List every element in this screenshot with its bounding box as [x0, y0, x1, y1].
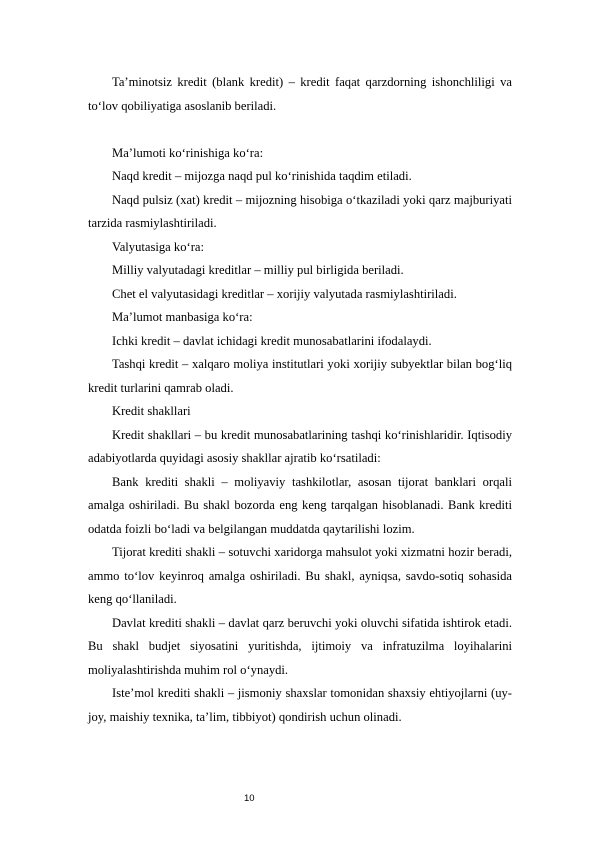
paragraph-blank-credit: Ta’minotsiz kredit (blank kredit) – kredit faqat qarzdorning ishonchliligi va to‘lov qobiliyatiga asoslanib beriladi. [88, 75, 512, 113]
paragraph-credit-forms-definition: Kredit shakllari – bu kredit munosabatlarining tashqi ko‘rinishlaridir. Iqtisodiy adabiyotlarda quyidagi asosiy shakllar ajratib ko‘rsatiladi: [88, 427, 512, 465]
heading-by-source: Ma’lumot manbasiga ko‘ra: [112, 310, 253, 324]
paragraph-bank-credit: Bank krediti shakli – moliyaviy tashkilotlar, asosan tijorat banklari orqali amalga oshiriladi. Bu shakl bozorda eng keng tarqalgan hisoblanadi. Bank krediti odatda foizli bo‘ladi va belgilangan muddatda qaytarilishi lozim. [88, 474, 512, 536]
paragraph-consumer-credit: Iste’mol krediti shakli – jismoniy shaxslar tomonidan shaxsiy ehtiyojlarni (uy-joy, maishiy texnika, ta’lim, tibbiyot) qondirish uchun olinadi. [88, 686, 512, 724]
heading-credit-forms: Kredit shakllari [112, 404, 191, 418]
heading-by-currency: Valyutasiga ko‘ra: [112, 239, 204, 254]
paragraph-cashless-credit: Naqd pulsiz (xat) kredit – mijozning hisobiga o‘tkaziladi yoki qarz majburiyati tarzida rasmiylashtiriladi. [88, 192, 512, 230]
paragraph-spacer [88, 118, 512, 142]
paragraph-external-credit: Tashqi kredit – xalqaro moliya institutlari yoki xorijiy subyektlar bilan bog‘liq kredit turlarini qamrab oladi. [88, 357, 512, 395]
paragraph-commercial-credit: Tijorat krediti shakli – sotuvchi xaridorga mahsulot yoki xizmatni hozir beradi, ammo to‘lov keyinroq amalga oshiriladi. Bu shakl, ayniqsa, savdo-sotiq sohasida keng qo‘llaniladi. [88, 545, 512, 606]
paragraph-foreign-currency-credit: Chet el valyutasidagi kreditlar – xorijiy valyutada rasmiylashtiriladi. [112, 286, 457, 301]
page-number: 10 [244, 793, 255, 804]
paragraph-cash-credit: Naqd kredit – mijozga naqd pul ko‘rinishida taqdim etiladi. [112, 169, 412, 183]
heading-by-form: Ma’lumoti ko‘rinishiga ko‘ra: [112, 145, 264, 160]
paragraph-state-credit: Davlat krediti shakli – davlat qarz beruvchi yoki oluvchi sifatida ishtirok etadi. Bu shakl budjet siyosatini yuritishda, ijtimoiy va infratuzilma loyihalarini moliyalashtirishda muhim rol o‘ynaydi. [88, 615, 512, 677]
paragraph-domestic-credit: Ichki kredit – davlat ichidagi kredit munosabatlarini ifodalaydi. [112, 333, 432, 348]
page-body [88, 71, 512, 729]
paragraph-national-currency-credit: Milliy valyutadagi kreditlar – milliy pul birligida beriladi. [112, 263, 404, 277]
